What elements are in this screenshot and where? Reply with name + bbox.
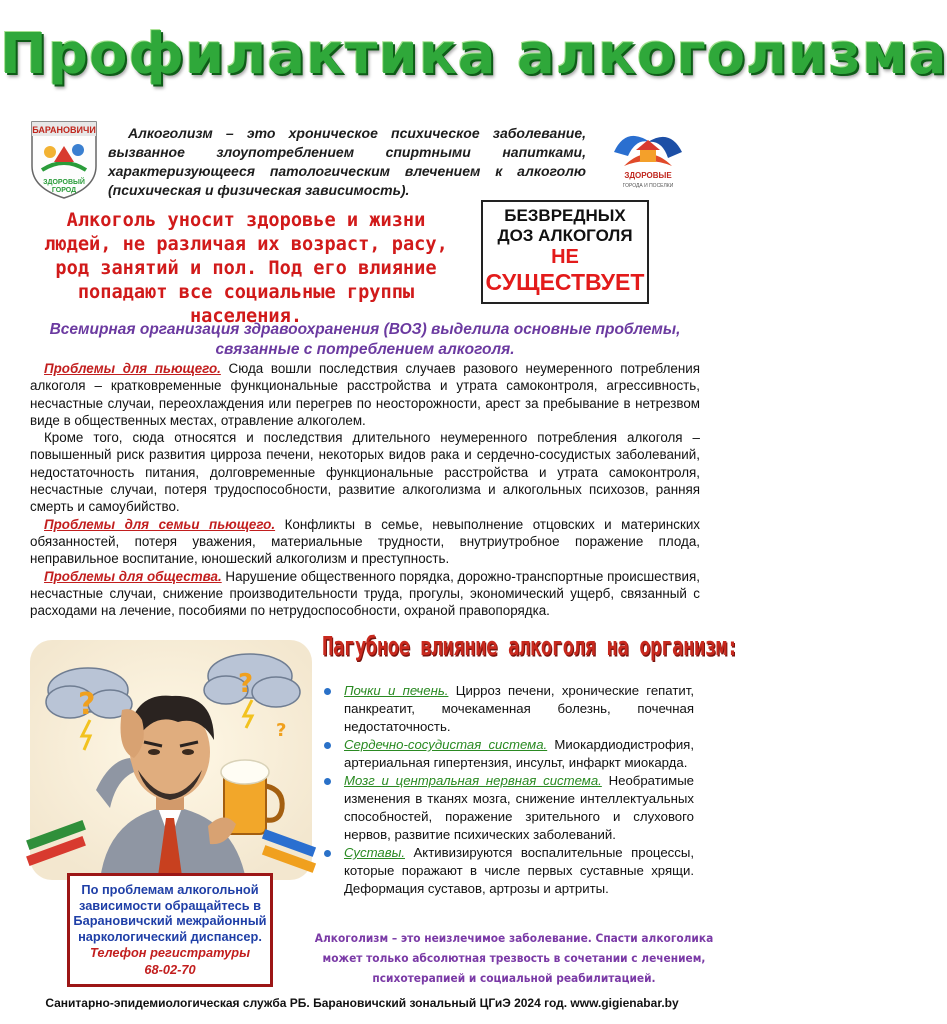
city-coat-of-arms-icon — [28, 118, 100, 200]
harm-item-kidneys — [322, 682, 694, 736]
family-paragraph — [30, 516, 700, 568]
no-safe-line-2: ДОЗ АЛКОГОЛЯ — [497, 226, 633, 245]
svg-text:?: ? — [78, 687, 96, 722]
healthy-cities-logo-icon — [606, 122, 690, 192]
contact-box — [67, 873, 273, 987]
harm-key: Почки и печень. — [344, 683, 449, 698]
harm-text: Активизируются воспалительные процессы, которые поражают в числе первых суставные хрящи. Деформация суставов, артрозы и артриты. — [344, 845, 694, 896]
cure-note: Алкоголизм – это неизлечимое заболевание. Спасти алкоголика может только абсолютная трезвость в сочетании с лечением, психотерапией и социальной реабилитацией. — [314, 931, 714, 985]
society-paragraph — [30, 568, 700, 620]
family-heading: Проблемы для семьи пьющего. — [44, 516, 276, 532]
harm-item-heart — [322, 736, 694, 772]
drinker-text: Сюда вошли последствия случаев разового неумеренного потребления алкоголя – кратковременные функциональные расстройства и утрата самоконтроля, агрессивность, несчастные случаи, переохлаждения или перегрев по неосторожности, арест за пребывание в нетрезвом виде в общественных местах, отравление алкоголем. — [30, 361, 700, 428]
red-quote: Алкоголь уносит здоровье и жизни людей, не различая их возраст, расу, род занятий и пол. Под его влияние попадают все социальные группы населения. — [44, 209, 448, 327]
bullet-icon — [324, 778, 331, 785]
bullet-icon — [324, 850, 331, 857]
harm-key: Суставы. — [344, 845, 405, 860]
svg-text:БАРАНОВИЧИ: БАРАНОВИЧИ — [32, 125, 96, 135]
bullet-icon — [324, 688, 331, 695]
svg-text:ЗДОРОВЫЙ: ЗДОРОВЫЙ — [43, 179, 85, 186]
contact-text: По проблемам алкогольной зависимости обращайтесь в Барановичский межрайонный наркологический диспансер. — [73, 882, 267, 944]
svg-text:?: ? — [276, 720, 287, 741]
page-title: Профилактика алкоголизма — [0, 22, 947, 87]
drinker-more-paragraph: Кроме того, сюда относятся и последствия длительного неумеренного потребления алкоголя – повышенный риск развития цирроза печени, некоторых видов рака и сердечно-сосудистых заболеваний, недостаточность питания, долговременные функциональные расстройства и утрата самоконтроля, несчастные случаи, потеря трудоспособности, развитие алкоголизма и алкогольных психозов, ранняя смерть и самоубийство. — [30, 430, 700, 515]
no-safe-line-1: БЕЗВРЕДНЫХ — [504, 206, 626, 225]
harm-text: Цирроз печени, хронические гепатит, панкреатит, мочекаменная болезнь, почечная недостаточность. — [344, 683, 694, 734]
harm-text: Миокардиодистрофия, артериальная гипертензия, инсульт, инфаркт миокарда. — [344, 737, 694, 770]
society-heading: Проблемы для общества. — [44, 568, 222, 584]
harm-key: Мозг и центральная нервная система. — [344, 773, 602, 788]
no-safe-dose-box — [481, 200, 649, 304]
harm-key: Сердечно-сосудистая система. — [344, 737, 548, 752]
who-heading: Всемирная организация здравоохранения (ВОЗ) выделила основные проблемы, связанные с потреблением алкоголя. — [49, 321, 681, 358]
family-text: Конфликты в семье, невыполнение отцовских и материнских обязанностей, потеря уважения, материальные трудности, внутриутробное поражение плода, неправильное воспитание, юношеский алкоголизм и преступность. — [30, 516, 700, 567]
harm-text: Необратимые изменения в тканях мозга, снижение интеллектуальных способностей, поражение зрительного и слухового нервов, развитие психических заболеваний. — [344, 773, 695, 842]
svg-text:ГОРОДА И ПОСЕЛКИ: ГОРОДА И ПОСЕЛКИ — [622, 183, 674, 189]
phone-label: Телефон регистратуры — [89, 945, 251, 960]
phone-number: 68-02-70 — [144, 961, 196, 977]
footer: Санитарно-эпидемиологическая служба РБ. Барановичский зональный ЦГиЭ 2024 год. www.gigienabar.by — [45, 996, 679, 1010]
drinker-heading: Проблемы для пьющего. — [44, 361, 221, 376]
svg-text:ГОРОД: ГОРОД — [51, 187, 77, 194]
intro-definition: Алкоголизм – это хроническое психическое заболевание, вызванное злоупотреблением спиртными напитками, характеризующееся патологическим влечением к алкоголю (психическая и физическая зависимость). — [108, 125, 586, 198]
society-text: Нарушение общественного порядка, дорожно-транспортные происшествия, несчастные случаи, снижение производительности труда, прогулы, экономический ущерб, связанный с расходами на лечение, пособиями по нетрудоспособности, охраной правопорядка. — [30, 568, 700, 619]
drinker-paragraph — [30, 360, 700, 429]
problems-section — [30, 360, 700, 619]
svg-text:ЗДОРОВЫЕ: ЗДОРОВЫЕ — [624, 171, 672, 180]
no-safe-line-3: НЕ — [551, 246, 579, 268]
no-safe-line-4: СУЩЕСТВУЕТ — [485, 269, 645, 295]
bullet-icon — [324, 742, 331, 749]
harm-item-brain — [322, 772, 694, 844]
harm-item-joints — [322, 844, 694, 898]
harm-list — [322, 682, 694, 898]
svg-text:?: ? — [238, 669, 254, 699]
man-with-beer-illustration-icon — [30, 640, 312, 880]
harm-title: Пагубное влияние алкоголя на организм: — [322, 632, 738, 662]
